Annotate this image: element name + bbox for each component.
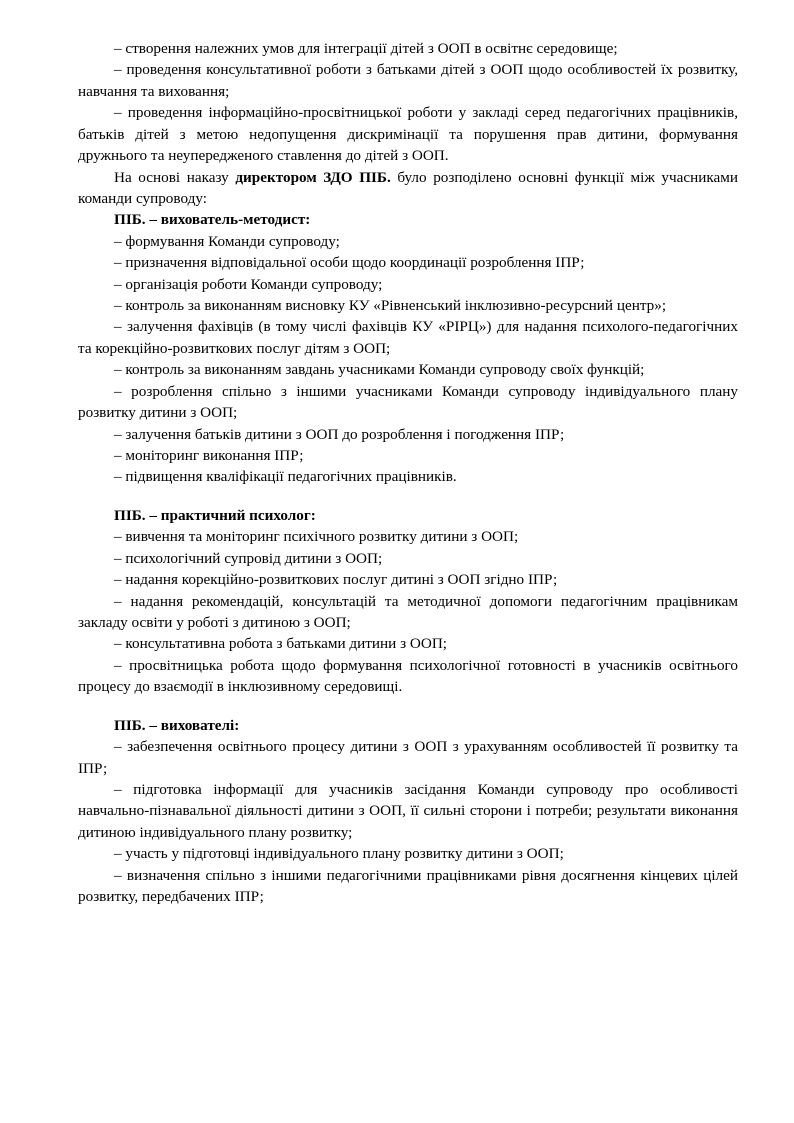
paragraph: – моніторинг виконання ІПР;	[114, 447, 304, 465]
paragraph: – визначення спільно з іншими педагогічними працівниками рівня досягнення кінцевих цілей розвитку, передбачених ІПР;	[78, 866, 738, 906]
paragraph-order-reference	[78, 167, 738, 210]
paragraph: – участь у підготовці індивідуального плану розвитку дитини з ООП;	[114, 845, 564, 863]
paragraph: – забезпечення освітнього процесу дитини з ООП з урахуванням особливостей її розвитку та ІПР;	[78, 738, 738, 777]
paragraph: – проведення інформаційно-просвітницької роботи у закладі серед педагогічних працівників, батьків дітей з метою недопущення дискримінації та порушення прав дитини, формування дружнього та неупередженого ставлення до дітей з ООП.	[78, 104, 738, 165]
paragraph: – підготовка інформації для учасників засідання Команди супроводу про особливості навчально-пізнавальної діяльності дитини з ООП, її сильні сторони і потреби; результати виконання дитиною індивідуального плану розвитку;	[78, 780, 738, 841]
paragraph: – надання рекомендацій, консультацій та методичної допомоги педагогічним працівникам закладу освіти у роботі з дитиною з ООП;	[78, 592, 738, 631]
paragraph: – просвітницька робота щодо формування психологічної готовності в учасників освітнього процесу до взаємодії в інклюзивному середовищі.	[78, 656, 738, 696]
paragraph: – залучення батьків дитини з ООП до розроблення і погодження ІПР;	[114, 425, 565, 443]
paragraph: – вивчення та моніторинг психічного розвитку дитини з ООП;	[114, 528, 519, 546]
section-heading-psychologist: ПІБ. – практичний психолог:	[114, 506, 316, 524]
paragraph: – підвищення кваліфікації педагогічних працівників.	[114, 468, 457, 486]
order-text-before: На основі наказу	[114, 168, 236, 186]
paragraph: – формування Команди супроводу;	[114, 232, 340, 250]
section-heading-methodist: ПІБ. – вихователь-методист:	[114, 211, 311, 229]
paragraph: – контроль за виконанням завдань учасниками Команди супроводу своїх функцій;	[114, 361, 645, 379]
paragraph: – психологічний супровід дитини з ООП;	[114, 549, 383, 567]
document-body	[78, 38, 738, 907]
order-director-name: директором ЗДО ПІБ.	[235, 168, 391, 186]
order-text-after: було розподілено основні функції між учасниками команди супроводу:	[78, 168, 739, 207]
paragraph: – створення належних умов для інтеграції дітей з ООП в освітнє середовище;	[114, 40, 618, 57]
paragraph: – залучення фахівців (в тому числі фахівців КУ «РІРЦ») для надання психолого-педагогічних та корекційно-розвиткових послуг дітям з ООП;	[78, 318, 738, 357]
section-gap	[78, 488, 738, 505]
section-heading-educators: ПІБ. – вихователі:	[114, 716, 240, 734]
section-gap	[78, 698, 738, 715]
paragraph: – розроблення спільно з іншими учасниками Команди супроводу індивідуального плану розвитку дитини з ООП;	[78, 382, 738, 422]
paragraph: – призначення відповідальної особи щодо координації розроблення ІПР;	[114, 254, 585, 272]
paragraph: – організація роботи Команди супроводу;	[114, 275, 383, 293]
paragraph: – контроль за виконанням висновку КУ «Рівненський інклюзивно-ресурсний центр»;	[114, 297, 667, 315]
paragraph: – надання корекційно-розвиткових послуг дитині з ООП згідно ІПР;	[114, 571, 558, 589]
paragraph: – проведення консультативної роботи з батьками дітей з ООП щодо особливостей їх розвитку, навчання та виховання;	[78, 61, 738, 100]
paragraph: – консультативна робота з батьками дитини з ООП;	[114, 635, 448, 653]
